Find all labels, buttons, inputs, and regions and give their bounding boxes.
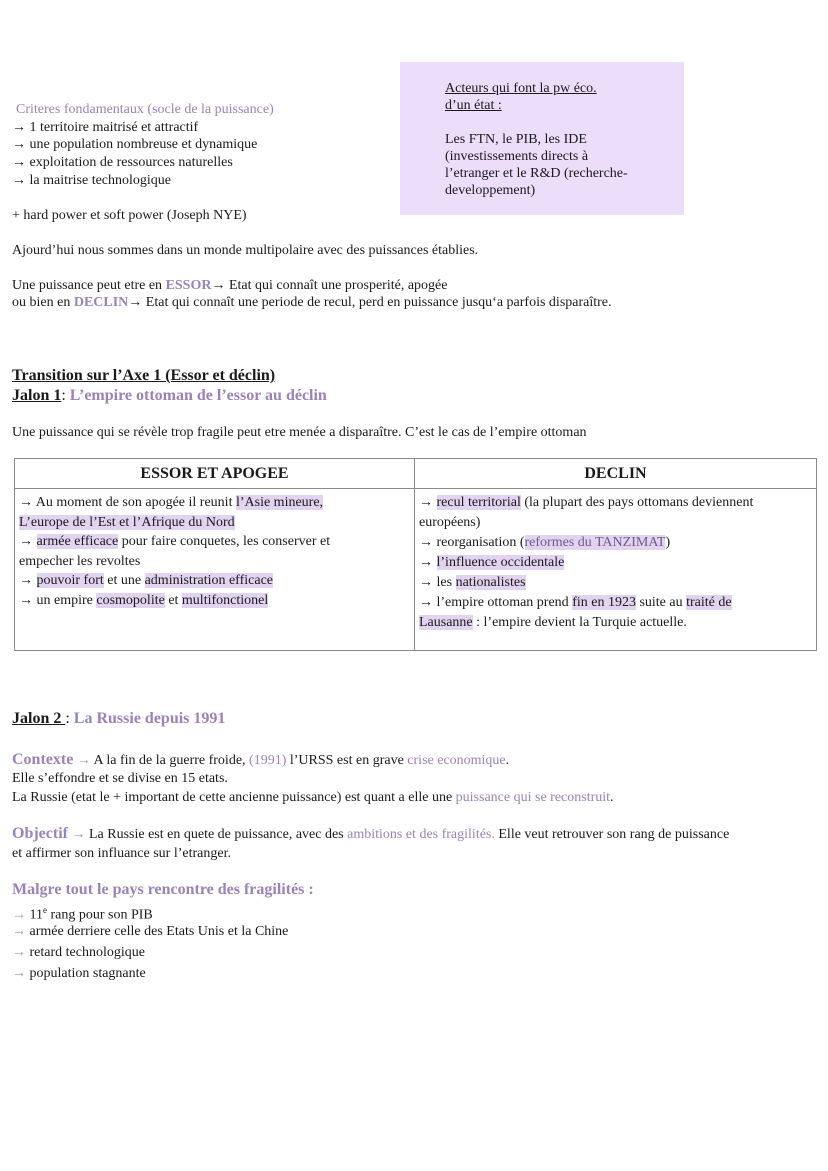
declin-post: Etat qui connaît une periode de recul, perd en puissance jusqu‘a parfois disparaître. — [142, 295, 612, 310]
contexte-line — [12, 751, 509, 769]
arrow-icon: → — [419, 535, 433, 550]
fragilites-text: population stagnante — [29, 966, 146, 981]
jalon2-title: La Russie depuis 1991 — [73, 710, 226, 727]
box-title-line2: d’un état : — [445, 98, 502, 113]
cell-text: (la plupart des pays ottomans deviennent — [520, 495, 754, 510]
cell-text: les — [433, 575, 456, 590]
fragilites-rank: 11 — [29, 907, 43, 923]
arrow-icon: → — [71, 827, 86, 842]
objectif-ambitions: ambitions et des fragilités. — [347, 827, 495, 842]
cell-text: reorganisation ( — [433, 535, 525, 550]
arrow-icon: → — [12, 907, 26, 923]
fragilites-item — [12, 923, 288, 940]
cell-text: et une — [103, 573, 145, 588]
objectif-line2: et affirmer son influance sur l’etranger. — [12, 846, 231, 861]
essor-pre: Une puissance peut etre en — [12, 278, 166, 293]
essor-line — [12, 277, 447, 294]
table-header-essor: ESSOR ET APOGEE — [15, 459, 415, 489]
arrow-icon: → — [128, 295, 143, 310]
cell-text: pour faire conquetes, les conserver et — [118, 534, 331, 549]
highlight: cosmopolite — [96, 592, 165, 608]
highlight: reformes du TANZIMAT — [524, 535, 666, 550]
highlight: multifonctionel — [181, 592, 269, 608]
essor-post: Etat qui connaît une prosperité, apogée — [225, 278, 448, 293]
contexte-text: . — [505, 753, 510, 768]
highlight: pouvoir fort — [36, 573, 104, 588]
arrow-icon: → — [12, 120, 26, 135]
cell-text: l’empire ottoman prend — [433, 595, 573, 610]
criteres-item-text: exploitation de ressources naturelles — [29, 155, 233, 170]
fragilites-rank-sup: e — [42, 905, 47, 915]
contexte-text: A la fin de la guerre froide, — [90, 753, 250, 768]
jalon2-label: Jalon 2 — [12, 710, 66, 727]
box-title-line1: Acteurs qui font la pw éco. — [445, 81, 597, 96]
table-header-declin: DECLIN — [415, 459, 817, 489]
objectif-text: Elle veut retrouver son rang de puissance — [494, 827, 730, 842]
table-cell-declin — [415, 489, 817, 651]
arrow-icon: → — [211, 278, 226, 293]
cell-text: Au moment de son apogée il reunit — [33, 495, 236, 510]
fragilites-text: retard technologique — [29, 945, 145, 960]
multipolaire-text: Ajourd’hui nous sommes dans un monde multipolaire avec des puissances établies. — [12, 243, 479, 258]
objectif-line — [12, 825, 729, 843]
fragilites-item — [12, 902, 153, 924]
highlight: L’europe de l’Est et l’Afrique du Nord — [19, 514, 235, 530]
fragilites-text: armée derriere celle des Etats Unis et la Chine — [29, 924, 289, 939]
fragilites-text: rang pour son PIB — [46, 907, 153, 923]
cell-text: un empire — [33, 592, 97, 608]
jalon2-heading — [12, 709, 225, 728]
arrow-icon: → — [12, 173, 26, 188]
box-line: developpement) — [445, 183, 536, 198]
criteres-item — [12, 136, 257, 153]
contexte-text: La Russie (etat le + important de cette ancienne puissance) est quant a elle une — [12, 790, 456, 805]
fragilites-item — [12, 944, 145, 961]
box-line: (investissements directs à — [445, 149, 589, 164]
contexte-text: . — [610, 790, 614, 805]
jalon1-intro: Une puissance qui se révèle trop fragile peut etre menée a disparaître. C’est le cas de l’empire ottoman — [12, 425, 587, 440]
hard-soft-power: + hard power et soft power (Joseph NYE) — [12, 208, 247, 223]
essor-key: ESSOR — [165, 278, 212, 293]
declin-pre: ou bien en — [12, 295, 74, 310]
highlight: l’Asie mineure, — [235, 495, 324, 510]
criteres-item-text: 1 territoire maitrisé et attractif — [29, 120, 199, 135]
cell-text: ) — [665, 535, 671, 550]
cell-text: empecher les revoltes — [19, 553, 141, 569]
contexte-label: Contexte — [12, 751, 74, 768]
arrow-icon: → — [19, 592, 33, 608]
jalon1-sep: : — [61, 387, 70, 404]
essor-declin-table — [14, 458, 817, 651]
fragilites-item — [12, 965, 146, 982]
arrow-icon: → — [419, 595, 433, 610]
contexte-line3 — [12, 789, 614, 806]
highlight: recul territorial — [436, 495, 521, 510]
arrow-icon: → — [12, 966, 26, 981]
jalon2-sep: : — [65, 710, 74, 727]
highlight: administration efficace — [144, 573, 273, 588]
highlight: Lausanne — [419, 615, 473, 630]
criteres-item-text: une population nombreuse et dynamique — [29, 137, 258, 152]
criteres-item-text: la maitrise technologique — [29, 173, 172, 188]
objectif-text: La Russie est en quete de puissance, avec des — [85, 827, 348, 842]
arrow-icon: → — [19, 534, 33, 549]
table-cell-essor — [15, 489, 415, 651]
arrow-icon: → — [12, 137, 26, 152]
arrow-icon: → — [419, 575, 433, 590]
arrow-icon: → — [19, 495, 33, 510]
box-line: l’etranger et le R&D (recherche- — [445, 166, 628, 181]
jalon1-label: Jalon 1 — [12, 387, 62, 404]
criteres-item — [12, 119, 198, 136]
cell-text: suite au — [635, 595, 687, 610]
highlight: fin en 1923 — [572, 595, 636, 610]
contexte-crise: crise economique — [407, 753, 506, 768]
declin-key: DECLIN — [73, 295, 129, 310]
highlight: l’influence occidentale — [436, 555, 565, 570]
criteres-item — [12, 172, 171, 189]
jalon1-heading — [12, 386, 327, 405]
objectif-label: Objectif — [12, 825, 68, 842]
actors-box — [400, 62, 684, 215]
highlight: nationalistes — [455, 575, 526, 590]
fragilites-title: Malgre tout le pays rencontre des fragilités : — [12, 881, 314, 898]
arrow-icon: → — [76, 753, 91, 768]
arrow-icon: → — [12, 945, 26, 960]
highlight: armée efficace — [36, 534, 119, 549]
jalon1-title: L’empire ottoman de l’essor au déclin — [69, 387, 327, 404]
criteres-item — [12, 154, 233, 171]
contexte-line2: Elle s’effondre et se divise en 15 etats. — [12, 771, 228, 786]
arrow-icon: → — [12, 155, 26, 170]
contexte-date: (1991) — [249, 753, 287, 768]
highlight: traité de — [686, 595, 732, 610]
contexte-reconstruit: puissance qui se reconstruit — [455, 790, 611, 805]
arrow-icon: → — [19, 573, 33, 588]
arrow-icon: → — [419, 555, 433, 570]
arrow-icon: → — [12, 924, 26, 939]
cell-text: européens) — [419, 515, 481, 530]
criteres-title: Criteres fondamentaux (socle de la puissance) — [16, 102, 274, 117]
transition-heading: Transition sur l’Axe 1 (Essor et déclin) — [12, 367, 276, 384]
box-line: Les FTN, le PIB, les IDE — [445, 132, 587, 147]
arrow-icon: → — [419, 495, 433, 510]
declin-line — [12, 294, 612, 311]
contexte-text: l’URSS est en grave — [286, 753, 408, 768]
cell-text: : l’empire devient la Turquie actuelle. — [472, 615, 687, 630]
cell-text: et — [164, 592, 182, 608]
